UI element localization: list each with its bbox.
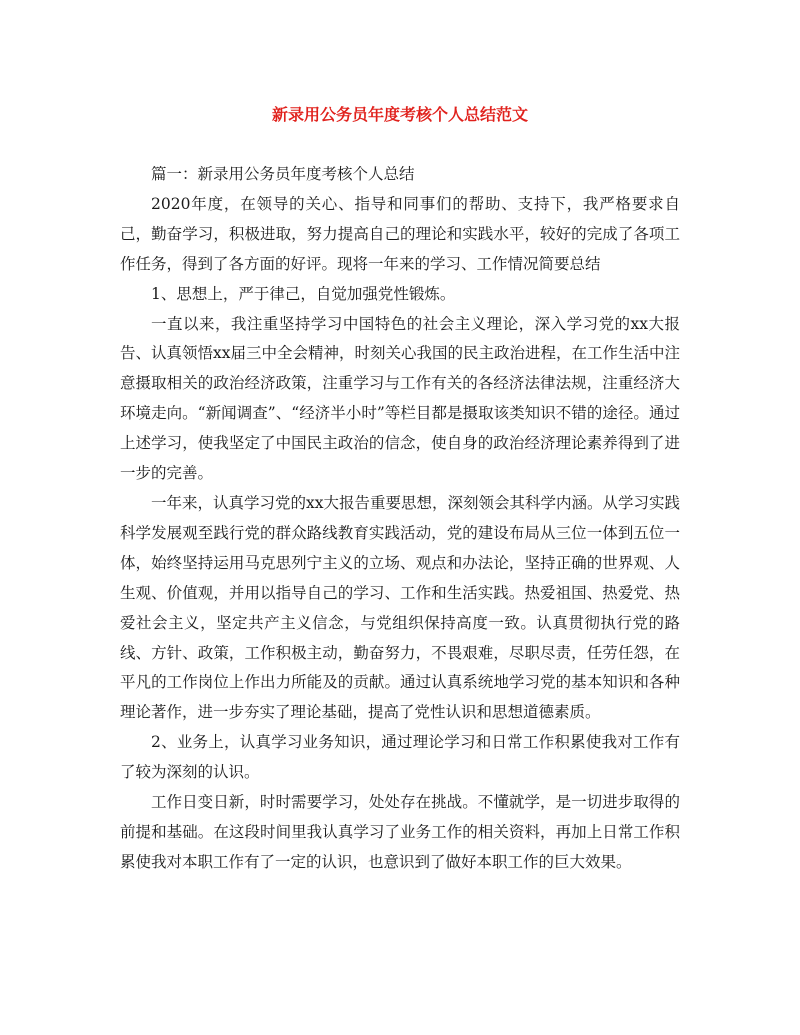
paragraph-daily-work: 工作日变日新，时时需要学习，处处存在挑战。不懂就学，是一切进步取得的前提和基础。在这段时间里我认真学习了业务工作的相关资料，再加上日常工作积累使我对本职工作有了一定的认识，也意识到了做好本职工作的巨大效果。 — [120, 793, 680, 871]
document-title: 新录用公务员年度考核个人总结范文 — [271, 105, 528, 124]
document-body — [120, 160, 680, 878]
paragraph-intro: 2020年度，在领导的关心、指导和同事们的帮助、支持下，我严格要求自己，勤奋学习，积极进取，努力提高自己的理论和实践水平，较好的完成了各项工作任务，得到了各方面的好评。现将一年来的学习、工作情况简要总结 — [120, 194, 680, 273]
paragraph-party-study: 一年来，认真学习党的xx大报告重要思想，深刻领会其科学内涵。从学习实践科学发展观至践行党的群众路线教育实践活动，党的建设布局从三位一体到五位一体，始终坚持运用马克思列宁主义的立场、观点和办法论，坚持正确的世界观、人生观、价值观，并用以指导自己的学习、工作和生活实践。热爱祖国、热爱党、热爱社会主义，坚定共产主义信念，与党组织保持高度一致。认真贯彻执行党的路线、方针、政策，工作积极主动，勤奋努力，不畏艰难，尽职尽责，任劳任怨，在平凡的工作岗位上作出力所能及的贡献。通过认真系统地学习党的基本知识和各种理论著作，进一步夯实了理论基础，提高了党性认识和思想道德素质。 — [120, 493, 680, 722]
paragraph-heading-business: 2、业务上，认真学习业务知识，通过理论学习和日常工作积累使我对工作有了较为深刻的认识。 — [120, 733, 680, 782]
paragraph-study-theory: 一直以来，我注重坚持学习中国特色的社会主义理论，深入学习党的xx大报告、认真领悟xx届三中全会精神，时刻关心我国的民主政治进程，在工作生活中注意摄取相关的政治经济政策，注重学习与工作有关的各经济法律法规，注重经济大环境走向。“新闻调查”、“经济半小时”等栏目都是摄取该类知识不错的途径。通过上述学习，使我坚定了中国民主政治的信念，使自身的政治经济理论素养得到了进一步的完善。 — [120, 314, 680, 483]
paragraph-section-heading: 篇一：新录用公务员年度考核个人总结 — [151, 165, 415, 183]
paragraph-heading-ideology: 1、思想上，严于律己，自觉加强党性锻炼。 — [151, 284, 456, 303]
